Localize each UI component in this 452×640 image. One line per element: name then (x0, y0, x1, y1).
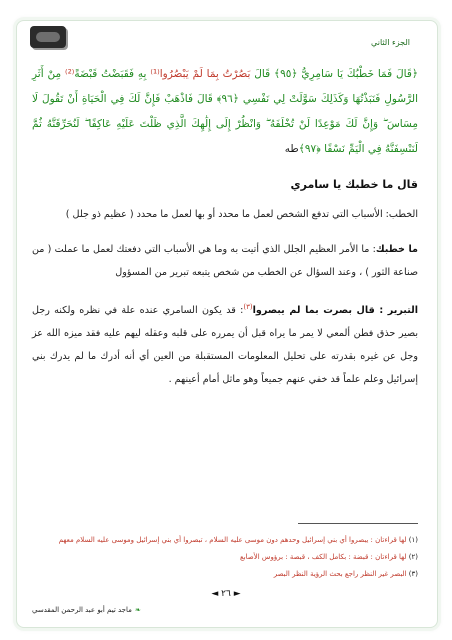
book-logo-icon (30, 26, 66, 48)
footnote-ref: (٣) (243, 303, 253, 311)
footnote-text: لها قراءتان : يبصروا أي بني إسرائيل وحدهم دون موسى عليه السلام ، تبصروا أي بني إسرائيل وموسى عليه السلام معهم (58, 536, 407, 544)
paragraph-body: : قد يكون السامري عنده علة في نظره ولكنه رجل بصير حذق فطن ألمعي لا يمر ما يراه قبل أن يمرره على قلبه وعقله ليهم عليه فقد ميزه الله عز وجل عن غيره بقدرته على تحليل المعلومات المستقبلة من العين أي أنه أدرك ما لم يدرك بني إسرائيل وعلم علماً قد خفي عنهم جميعاً وهو ماثل أمام أعينهم . (32, 305, 418, 386)
part-label: الجزء الثاني (371, 38, 410, 47)
author-name: ماجد تيم أبو عبد الرحمن المقدسي (32, 606, 132, 614)
verse-highlight: بَصُرْتُ بِمَا لَمْ يَبْصُرُوا (159, 68, 255, 80)
paragraph-definition: الخطب: الأسباب التي تدفع الشخص لعمل ما محدد أو بها لعمل ما محدد ( عظيم ذو جلل ) (65, 209, 418, 220)
footnotes (32, 532, 418, 583)
paragraph-body: : ما الأمر العظيم الجلل الذي أتيت به وما هي الأسباب التي دفعتك لعمل ما عملت ( من صناعة الثور ) ، وعند السؤال عن الخطب من شخص يتبعه تبرير من المسؤول (32, 244, 418, 278)
footnote-item (32, 549, 418, 566)
verse-open: ﴿قَالَ فَمَا خَطْبُكَ يَا سَامِرِيُّ ﴿٩٥﴾ قَالَ (254, 68, 418, 80)
footnote-number: (٢) (408, 553, 418, 561)
paragraph-explanation (32, 238, 418, 284)
leaf-icon: ❧ (134, 606, 141, 614)
footnote-item (32, 566, 418, 583)
verse-footnote-2: ⁽²⁾ (64, 68, 75, 80)
page-number: ◄ ٢٦ ► (211, 589, 241, 599)
paragraph-justification (32, 296, 418, 391)
verse-rest: مِنْ أَثَرِ الرَّسُولِ فَنَبَذْتُهَا وَكَذَلِكَ سَوَّلَتْ لِي نَفْسِي ﴿٩٦﴾ قَالَ فَاذْهَبْ فَإِنَّ لَكَ فِي الْحَيَاةِ أَنْ تَقُولَ لَا مِسَاسَ ۖ وَإِنَّ لَكَ مَوْعِدًا لَنْ تُخْلَفَهُ ۖ وَانْظُرْ إِلَى إِلَٰهِكَ الَّذِي ظَلْتَ عَلَيْهِ عَاكِفًا ۖ لَنُحَرِّقَنَّهُ ثُمَّ لَنَنْسِفَنَّهُ فِي الْيَمِّ نَسْفًا ﴿٩٧﴾ (32, 68, 418, 155)
footnote-text: البصر غير النظر راجع بحث الرؤية النظر البصر (273, 570, 407, 578)
quran-verses (32, 62, 418, 162)
page-content (32, 62, 418, 391)
footnote-item (32, 532, 418, 549)
footnote-text: لها قراءتان : قبضة : بكامل الكف ، قبصة : برؤوس الأصابع (240, 553, 407, 561)
footnote-divider (298, 523, 418, 524)
surah-name: طه (284, 143, 299, 155)
section-heading: قال ما خطبك يا سامري (290, 178, 418, 191)
footnote-number: (٣) (408, 570, 418, 578)
verse-mid: بِهِ فَقَبَضْتُ قَبْضَةً (74, 68, 151, 80)
author-credit (32, 606, 141, 614)
verse-footnote-1: ⁽¹⁾ (150, 68, 160, 80)
footnote-number: (١) (408, 536, 418, 544)
paragraph-label: ما خطبك (375, 244, 418, 255)
paragraph-label: التبرير : قال بصرت بما لم يبصروا (252, 305, 419, 317)
